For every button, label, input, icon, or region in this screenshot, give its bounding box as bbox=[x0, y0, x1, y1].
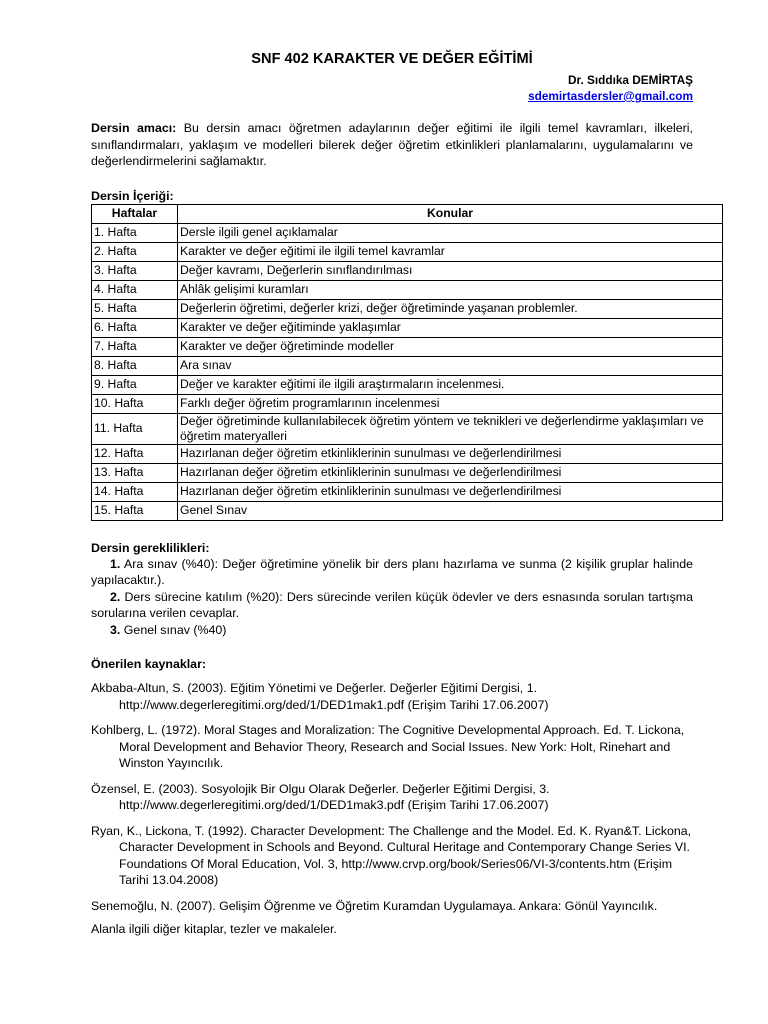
week-cell: 6. Hafta bbox=[92, 318, 178, 337]
week-cell: 15. Hafta bbox=[92, 501, 178, 520]
topic-cell: Hazırlanan değer öğretim etkinliklerinin sunulması ve değerlendirilmesi bbox=[178, 463, 723, 482]
reference-item: Kohlberg, L. (1972). Moral Stages and Moralization: The Cognitive Developmental Approach. Ed. T. Lickona, Moral Development and Behavior Theory, Research and Social Issues. New York: Holt, Rinehart and Winston Yayıncılık. bbox=[91, 723, 685, 770]
course-aim-label: Dersin amacı: bbox=[91, 121, 177, 135]
reference-item: Akbaba-Altun, S. (2003). Eğitim Yönetimi ve Değerler. Değerler Eğitimi Dergisi, 1. http://www.degerleregitimi.org/ded/1/DED1mak1.pdf (Erişim Tarihi 17.06.2007) bbox=[91, 681, 549, 712]
table-row bbox=[92, 394, 723, 413]
instructor-email-link[interactable]: sdemirtasdersler@gmail.com bbox=[528, 89, 693, 103]
topic-cell: Değer ve karakter eğitimi ile ilgili araştırmaların incelenmesi. bbox=[178, 375, 723, 394]
week-cell: 2. Hafta bbox=[92, 242, 178, 261]
header-topics: Konular bbox=[178, 204, 723, 223]
table-row bbox=[92, 242, 723, 261]
week-cell: 8. Hafta bbox=[92, 356, 178, 375]
week-cell: 1. Hafta bbox=[92, 223, 178, 242]
topic-cell: Karakter ve değer öğretiminde modeller bbox=[178, 337, 723, 356]
reference-item: Özensel, E. (2003). Sosyolojik Bir Olgu Olarak Değerler. Değerler Eğitimi Dergisi, 3. http://www.degerleregitimi.org/ded/1/DED1mak3.pdf (Erişim Tarihi 17.06.2007) bbox=[91, 781, 550, 812]
requirement-text: Genel sınav (%40) bbox=[120, 622, 227, 637]
requirement-item-3 bbox=[91, 622, 693, 639]
table-row bbox=[92, 375, 723, 394]
topic-cell: Karakter ve değer eğitiminde yaklaşımlar bbox=[178, 318, 723, 337]
requirement-text: Ders sürecine katılım (%20): Ders sürecinde verilen küçük ödevler ve ders esnasında sorulan tartışma sorularına verilen cevaplar. bbox=[91, 589, 693, 620]
table-header-row bbox=[92, 204, 723, 223]
requirement-number: 3. bbox=[110, 622, 121, 637]
table-row bbox=[92, 463, 723, 482]
content-section-title: Dersin İçeriği: bbox=[91, 188, 174, 203]
table-row bbox=[92, 356, 723, 375]
topic-cell: Değer kavramı, Değerlerin sınıflandırılması bbox=[178, 261, 723, 280]
week-cell: 12. Hafta bbox=[92, 444, 178, 463]
topic-cell: Genel Sınav bbox=[178, 501, 723, 520]
requirement-text: Ara sınav (%40): Değer öğretimine yönelik bir ders planı hazırlama ve sunma (2 kişilik gruplar halinde yapılacaktır.). bbox=[91, 556, 693, 587]
course-aim-text: Bu dersin amacı öğretmen adaylarının değer eğitimi ile ilgili temel kavramları, ilkeleri, sınıflandırmaları, yaklaşım ve modelleri bilerek değer öğretim etkinlikleri planlamalarını, uygulamalarını ve değerlendirmelerini sağlamaktır. bbox=[91, 121, 694, 168]
header-weeks: Haftalar bbox=[92, 204, 178, 223]
table-row bbox=[92, 337, 723, 356]
table-row bbox=[92, 413, 723, 444]
topic-cell: Hazırlanan değer öğretim etkinliklerinin sunulması ve değerlendirilmesi bbox=[178, 482, 723, 501]
table-row bbox=[92, 501, 723, 520]
table-row bbox=[92, 444, 723, 463]
reference-item: Ryan, K., Lickona, T. (1992). Character Development: The Challenge and the Model. Ed. K. Ryan&T. Lickona, Character Development in Schools and Beyond. Cultural Heritage and Contemporary Change Series VI. Foundations Of Moral Education, Vol. 3, http://www.crvp.org/book/Series06/VI-3/contents.htm (Erişim Tarihi 13.04.2008) bbox=[91, 823, 692, 887]
topic-cell: Ahlâk gelişimi kuramları bbox=[178, 280, 723, 299]
document-content bbox=[91, 50, 704, 937]
topic-cell: Dersle ilgili genel açıklamalar bbox=[178, 223, 723, 242]
course-title: SNF 402 KARAKTER VE DEĞER EĞİTİMİ bbox=[251, 51, 533, 67]
syllabus-table bbox=[91, 204, 723, 521]
course-aim bbox=[91, 120, 693, 170]
reference-item: Senemoğlu, N. (2007). Gelişim Öğrenme ve Öğretim Kuramdan Uygulamaya. Ankara: Gönül Yayıncılık. bbox=[91, 898, 658, 913]
week-cell: 10. Hafta bbox=[92, 394, 178, 413]
week-cell: 3. Hafta bbox=[92, 261, 178, 280]
instructor-name: Dr. Sıddıka DEMİRTAŞ bbox=[568, 73, 693, 87]
additional-sources: Alanla ilgili diğer kitaplar, tezler ve makaleler. bbox=[91, 922, 337, 936]
week-cell: 11. Hafta bbox=[92, 413, 178, 444]
table-row bbox=[92, 223, 723, 242]
requirement-number: 1. bbox=[110, 556, 121, 571]
week-cell: 7. Hafta bbox=[92, 337, 178, 356]
topic-cell: Ara sınav bbox=[178, 356, 723, 375]
table-row bbox=[92, 299, 723, 318]
syllabus-body bbox=[92, 223, 723, 520]
sources-title: Önerilen kaynaklar: bbox=[91, 657, 207, 671]
table-row bbox=[92, 280, 723, 299]
requirement-number: 2. bbox=[110, 589, 121, 604]
topic-cell: Değer öğretiminde kullanılabilecek öğretim yöntem ve teknikleri ve değerlendirme yaklaşımları ve öğretim materyalleri bbox=[178, 413, 723, 444]
requirements-list bbox=[91, 556, 693, 639]
topic-cell: Hazırlanan değer öğretim etkinliklerinin sunulması ve değerlendirilmesi bbox=[178, 444, 723, 463]
table-row bbox=[92, 482, 723, 501]
requirement-item-2 bbox=[91, 589, 693, 622]
topic-cell: Karakter ve değer eğitimi ile ilgili temel kavramlar bbox=[178, 242, 723, 261]
requirements-title: Dersin gereklilikleri: bbox=[91, 540, 210, 555]
week-cell: 14. Hafta bbox=[92, 482, 178, 501]
week-cell: 4. Hafta bbox=[92, 280, 178, 299]
table-row bbox=[92, 261, 723, 280]
requirement-item-1 bbox=[91, 556, 693, 589]
topic-cell: Değerlerin öğretimi, değerler krizi, değer öğretiminde yaşanan problemler. bbox=[178, 299, 723, 318]
week-cell: 5. Hafta bbox=[92, 299, 178, 318]
week-cell: 13. Hafta bbox=[92, 463, 178, 482]
topic-cell: Farklı değer öğretim programlarının incelenmesi bbox=[178, 394, 723, 413]
week-cell: 9. Hafta bbox=[92, 375, 178, 394]
table-row bbox=[92, 318, 723, 337]
